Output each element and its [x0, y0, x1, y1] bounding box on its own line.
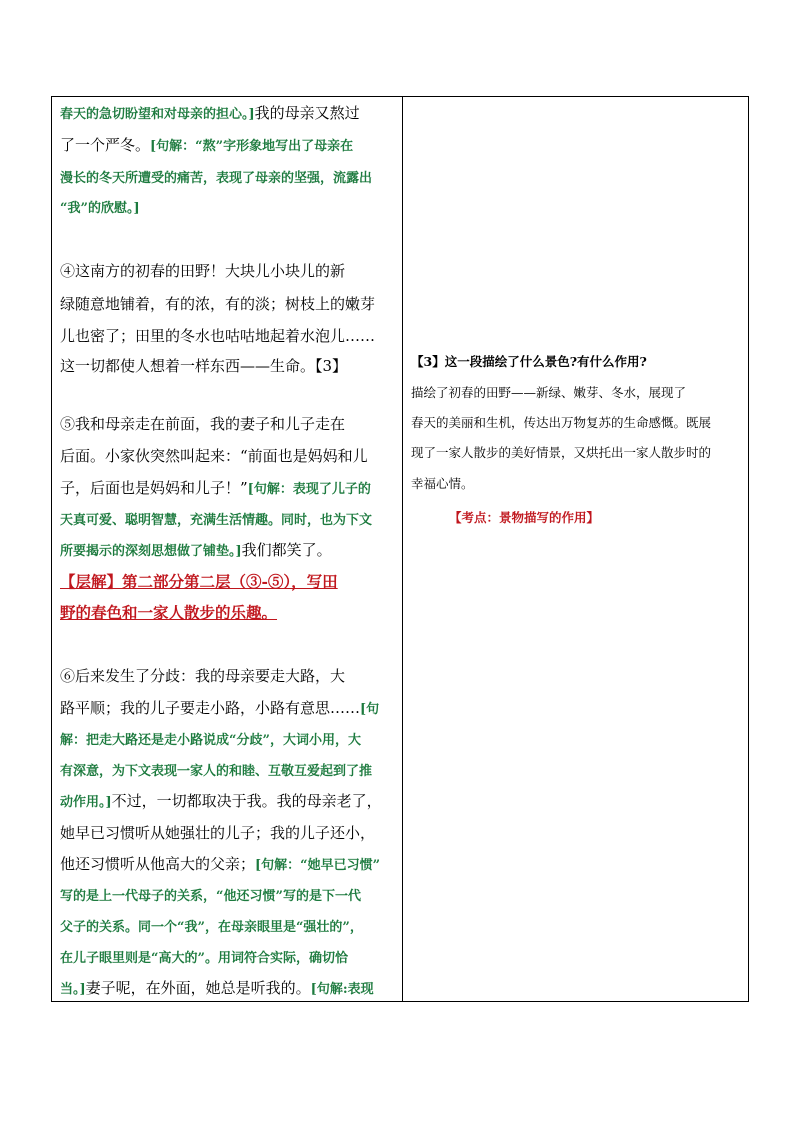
text-line — [60, 135, 353, 157]
text-line — [60, 414, 345, 434]
content-table — [51, 96, 749, 1002]
text-line — [60, 478, 371, 500]
passage-text: 这一切都使人想着一样东西——生命。【3】 — [60, 357, 348, 375]
text-line — [60, 916, 363, 938]
sentence-annotation: [句解:表现 — [310, 982, 374, 997]
sentence-annotation: [句 — [360, 702, 380, 717]
passage-text: 了一个严冬。 — [60, 136, 151, 154]
sentence-annotation: 当。] — [60, 982, 86, 997]
text-line — [60, 729, 361, 751]
sentence-annotation: [句解：“她早已习惯” — [255, 858, 381, 873]
passage-text: 她早已习惯听从她强壮的儿子；我的儿子还小， — [60, 824, 376, 842]
sentence-annotation: 动作用。] — [60, 795, 112, 810]
text-line — [60, 261, 345, 281]
sentence-annotation: [句解：表现了儿子的 — [247, 482, 371, 497]
question-title: 【3】这一段描绘了什么景色?有什么作用? — [411, 354, 647, 369]
sentence-annotation: 解：把走大路还是走小路说成“分歧”，大词小用，大 — [60, 733, 361, 748]
layer-annotation: 【层解】第二部分第二层（③-⑤），写田 — [60, 572, 338, 591]
text-line — [60, 947, 348, 969]
sentence-annotation: 春天的急切盼望和对母亲的担心。] — [60, 107, 255, 122]
text-line — [60, 978, 374, 1000]
passage-text: 儿也密了；田里的冬水也咕咕地起着水泡儿…… — [60, 327, 376, 345]
answer-line: 现了一家人散步的美好情景，又烘托出一家人散步时的 — [411, 445, 712, 460]
passage-text: 子，后面也是妈妈和儿子！” — [60, 479, 248, 497]
passage-text: 我们都笑了。 — [241, 541, 332, 559]
text-line — [60, 326, 375, 346]
sentence-annotation: “我”的欣慰。] — [60, 201, 140, 216]
sentence-annotation: 在儿子眼里则是“高大的”。用词符合实际，确切恰 — [60, 951, 348, 966]
text-line — [60, 103, 360, 125]
passage-text: 妻子呢，在外面，她总是听我的。 — [85, 979, 311, 997]
passage-text: 我的母亲又熬过 — [254, 104, 360, 122]
passage-text: 不过，一切都取决于我。我的母亲老了， — [111, 792, 382, 810]
text-line — [60, 356, 347, 376]
sentence-annotation: 漫长的冬天所遭受的痛苦，表现了母亲的坚强，流露出 — [60, 171, 373, 186]
answer-line: 描绘了初春的田野——新绿、嫩芽、冬水，展现了 — [411, 385, 687, 400]
text-line — [60, 446, 368, 466]
sentence-annotation: 有深意，为下文表现一家人的和睦、互敬互爱起到了推 — [60, 764, 373, 779]
answer-line: 春天的美丽和生机，传达出万物复苏的生命感慨。既展 — [411, 415, 712, 430]
sentence-annotation: 写的是上一代母子的关系，“他还习惯”写的是下一代 — [60, 889, 361, 904]
text-line — [60, 698, 379, 720]
text-line — [60, 540, 332, 562]
text-line — [60, 760, 372, 782]
sentence-annotation: 天真可爱、聪明智慧，充满生活情趣。同时，也为下文 — [60, 513, 373, 528]
passage-text: 他还习惯听从他高大的父亲； — [60, 855, 256, 873]
layer-note-line — [60, 603, 277, 623]
text-line — [60, 885, 361, 907]
passage-text: 绿随意地铺着，有的浓，有的淡；树枝上的嫩芽 — [60, 295, 376, 313]
passage-text: 后面。小家伙突然叫起来：“前面也是妈妈和儿 — [60, 447, 368, 465]
text-line — [60, 197, 140, 219]
layer-note-line — [60, 572, 338, 592]
text-line — [60, 167, 372, 189]
passage-text: ④这南方的初春的田野！大块儿小块儿的新 — [60, 262, 346, 280]
passage-text: 路平顺；我的儿子要走小路，小路有意思…… — [60, 699, 361, 717]
layer-annotation: 野的春色和一家人散步的乐趣。 — [60, 603, 278, 622]
exam-point: 【考点：景物描写的作用】 — [449, 510, 600, 525]
sentence-annotation: 父子的关系。同一个“我”，在母亲眼里是“强壮的”， — [60, 920, 363, 935]
passage-text: ⑤我和母亲走在前面，我的妻子和儿子走在 — [60, 415, 346, 433]
answer-line: 幸福心情。 — [411, 476, 474, 491]
sentence-annotation: 所要揭示的深刻思想做了铺垫。] — [60, 544, 242, 559]
text-line — [60, 294, 375, 314]
text-line — [60, 791, 382, 813]
passage-text: ⑥后来发生了分歧：我的母亲要走大路，大 — [60, 667, 346, 685]
text-line — [60, 823, 375, 843]
text-line — [60, 666, 345, 686]
sentence-annotation: [句解：“熬”字形象地写出了母亲在 — [150, 139, 354, 154]
text-line — [60, 509, 372, 531]
text-line — [60, 854, 380, 876]
column-divider — [402, 97, 403, 1001]
